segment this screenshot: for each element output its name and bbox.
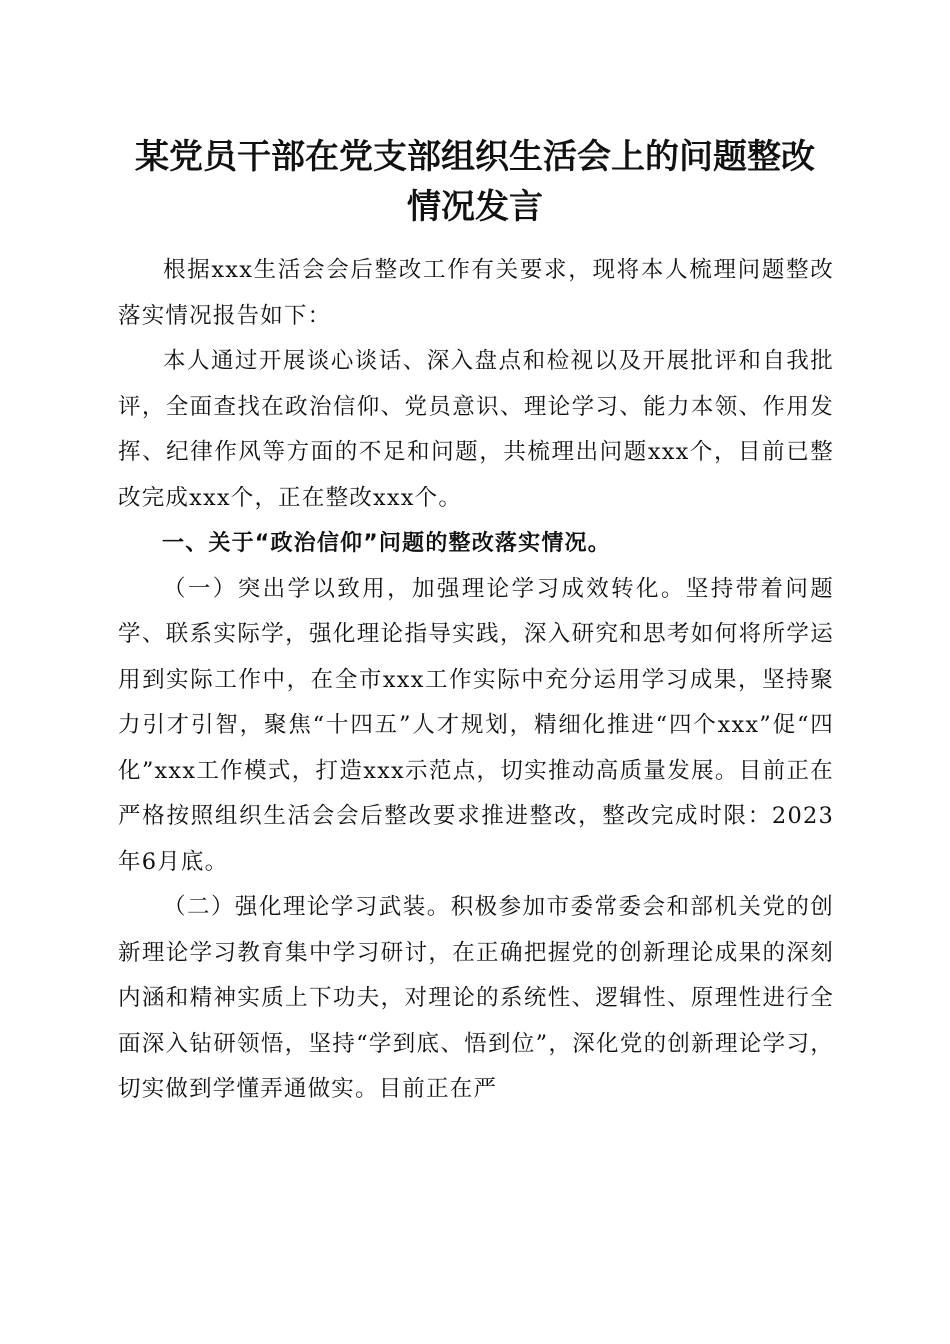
document-body	[118, 248, 834, 1113]
document-title	[100, 132, 850, 232]
intro-paragraph: 根据xxx生活会会后整改工作有关要求，现将本人梳理问题整改落实情况报告如下：	[118, 257, 834, 329]
subsection-2-body: 积极参加市委常委会和部机关党的创新理论学习教育集中学习研讨，在正确把握党的创新理论成果的深刻内涵和精神实质上下功夫，对理论的系统性、逻辑性、原理性进行全面深入钻研领悟，坚持“学到底、悟到位”，深化党的创新理论学习，切实做到学懂弄通做实。目前正在严	[118, 894, 834, 1102]
subsection-2-heading: （二）强化理论学习武装。	[163, 894, 451, 920]
section-heading-1: 一、关于“政治信仰”问题的整改落实情况。	[162, 531, 611, 556]
subsection-1	[118, 567, 834, 886]
subsection-1-heading: （一）突出学以致用，加强理论学习成效转化。	[163, 575, 686, 602]
subsection-1-body: 坚持带着问题学、联系实际学，强化理论指导实践，深入研究和思考如何将所学运用到实际工作中，在全市xxx工作实际中充分运用学习成果，坚持聚力引才引智，聚焦“十四五”人才规划，精细化推进“四个xxx”促“四化”xxx工作模式，打造xxx示范点，切实推动高质量发展。目前正在严格按照组织生活会会后整改要求推进整改，整改完成时限：2023年6月底。	[118, 575, 835, 875]
summary-paragraph: 本人通过开展谈心谈话、深入盘点和检视以及开展批评和自我批评，全面查找在政治信仰、党员意识、理论学习、能力本领、作用发挥、纪律作风等方面的不足和问题，共梳理出问题xxx个，目前已整改完成xxx个，正在整改xxx个。	[118, 348, 834, 511]
subsection-2	[118, 885, 834, 1113]
title-line-2: 情况发言	[407, 187, 543, 227]
title-line-1: 某党员干部在党支部组织生活会上的问题整改	[135, 137, 815, 177]
